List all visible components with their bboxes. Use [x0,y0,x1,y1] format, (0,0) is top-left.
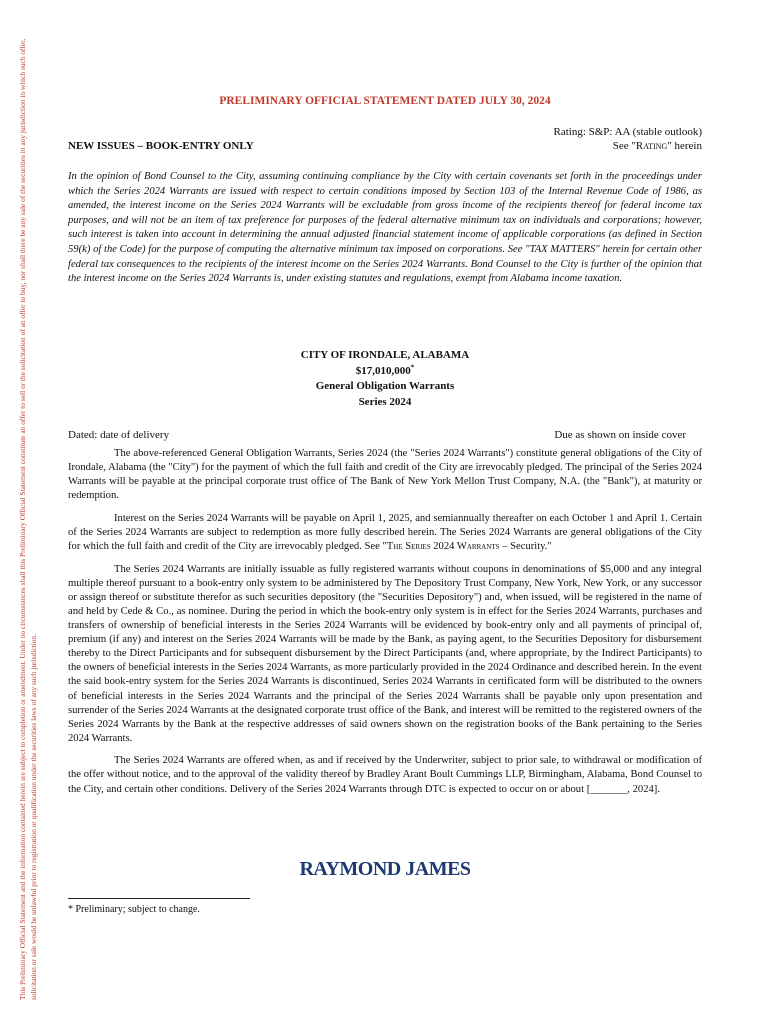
rating-line: Rating: S&P: AA (stable outlook) [553,126,702,138]
preliminary-mark: * [410,362,415,371]
rating-see-text: See " [612,140,636,152]
maturity-note: Due as shown on inside cover [554,429,686,441]
issue-type-label: NEW ISSUES – BOOK-ENTRY ONLY [68,140,254,152]
paragraph-description: The above-referenced General Obligation Warrants, Series 2024 (the "Series 2024 Warrants") constitute general obligations of the City of Irondale, Alabama (the "City") for the payment of which the full faith and credit of the City are irrevocably pledged. The principal of the Series 2024 Warrants will be payable at the principal corporate trust office of The Bank of New York Mellon Trust Company, N.A. (the "Bank"), at maturity or redemption. [68,448,702,502]
footnote-divider [68,898,250,899]
issue-title-block [0,348,770,410]
footnote: * Preliminary; subject to change. [68,904,200,915]
paragraph-interest [68,512,702,554]
paragraph-interest-tail: – Security." [499,541,552,553]
rating-reference [553,139,702,153]
paragraph-interest-text: Interest on the Series 2024 Warrants will be payable on April 1, 2025, and semiannually thereafter on each October 1 and April 1. Certain of the Series 2024 Warrants are subject to redemption as more fully described herein. The Series 2024 Warrants are general obligations of the City for which the full faith and credit of the City are irrevocably pledged. See " [68,512,702,553]
underwriter-logo: RAYMOND JAMES [299,858,471,880]
issue-amount [0,364,770,380]
security-name: General Obligation Warrants [315,380,455,392]
issuer-name: CITY OF IRONDALE, ALABAMA [300,349,470,361]
legal-side-notice: This Preliminary Official Statement and the information contained herein are subject to completion or amendment. Under no circumstances shall this Preliminary Official Statement constitute an offer to sell or the solicitation of an offer to buy, nor shall there be any sale of the securities in any jurisdiction in which such offer, solicitation or sale would be unlawful prior to registration or qualification under the securities laws of any such jurisdiction. [18,38,38,1000]
rating-block [553,125,702,153]
paragraph-offering: The Series 2024 Warrants are offered when, as and if received by the Underwriter, subject to prior sale, to withdrawal or modification of the offer without notice, and to the approval of the validity thereof by Bradley Arant Boult Cummings LLP, Birmingham, Alabama, Bond Counsel to the City, and certain other conditions. Delivery of the Series 2024 Warrants through DTC is expected to occur on or about [_______, 2024]. [68,755,702,795]
dated-date: Dated: date of delivery [68,429,170,441]
body-text [68,447,702,805]
series-name: Series 2024 [358,395,412,408]
paragraph-book-entry: The Series 2024 Warrants are initially issuable as fully registered warrants without coupons in denominations of $5,000 and any integral multiple thereof pursuant to a book-entry only system to be administered by The Depository Trust Company, New York, New York, or any successor or assign thereof or substitute therefor as such securities depository (the "Securities Depository") and, when issued, will be registered in the name of and held by Cede & Co., as nominee. During the period in which the book-entry only system is in effect for the Series 2024 Warrants, purchases and transfers of ownership of beneficial interests in the Series 2024 Warrants will be evidenced by book-entry only and all payments of principal of, premium (if any) and interest on the Series 2024 Warrants will be made by the Bank, as paying agent, to the Securities Depository for disbursement thereby to the Direct Participants and for subsequent disbursement by the Direct Participants (and, where appropriate, by the Indirect Participants) to the owners of beneficial interests in the Series 2024 Warrants, as more particularly provided in the 2024 Ordinance and described herein. In the event the said book-entry system for the Series 2024 Warrants is discontinued, Series 2024 Warrants in certificated form will be distributed to the owners of beneficial interests in the Series 2024 Warrants and the principal of the Series 2024 Warrants shall be payable only upon presentation and surrender of the Series 2024 Warrants at the designated corporate trust office of the Bank, and interest will be remitted to the registered owners of the Series 2024 Warrants by the Bank at the respective addresses of said owners shown on the registration books of the Bank pertaining to the Series 2024 Warrants. [68,563,702,744]
section-reference: The Series 2024 Warrants [386,541,500,553]
rating-herein-text: " herein [667,140,702,152]
bond-counsel-opinion: In the opinion of Bond Counsel to the City, assuming continuing compliance by the City with certain covenants set forth in the proceedings under which the Series 2024 Warrants are issued with respect to certain conditions imposed by Section 103 of the Internal Revenue Code of 1986, as amended, the interest income on the Series 2024 Warrants will be excludable from gross income of the recipients thereof for federal income tax purposes, and will not be an item of tax preference for purposes of the federal alternative minimum tax on individuals and corporations; however, such interest is taken into account in determining the annual adjusted financial statement income of applicable corporations (as defined in Section 59(k) of the Code) for the purpose of computing the alternative minimum tax imposed on corporations. See "TAX MATTERS" herein for certain other federal tax consequences to the recipients of the interest income on the Series 2024 Warrants. Bond Counsel to the City is further of the opinion that the interest income on the Series 2024 Warrants is, under existing statutes and regulations, exempt from Alabama income taxation. [68,171,702,285]
document-header-title: PRELIMINARY OFFICIAL STATEMENT DATED JULY 30, 2024 [219,95,551,107]
rating-word: Rating [635,140,668,152]
issue-amount-value: $17,010,000 [355,364,411,377]
